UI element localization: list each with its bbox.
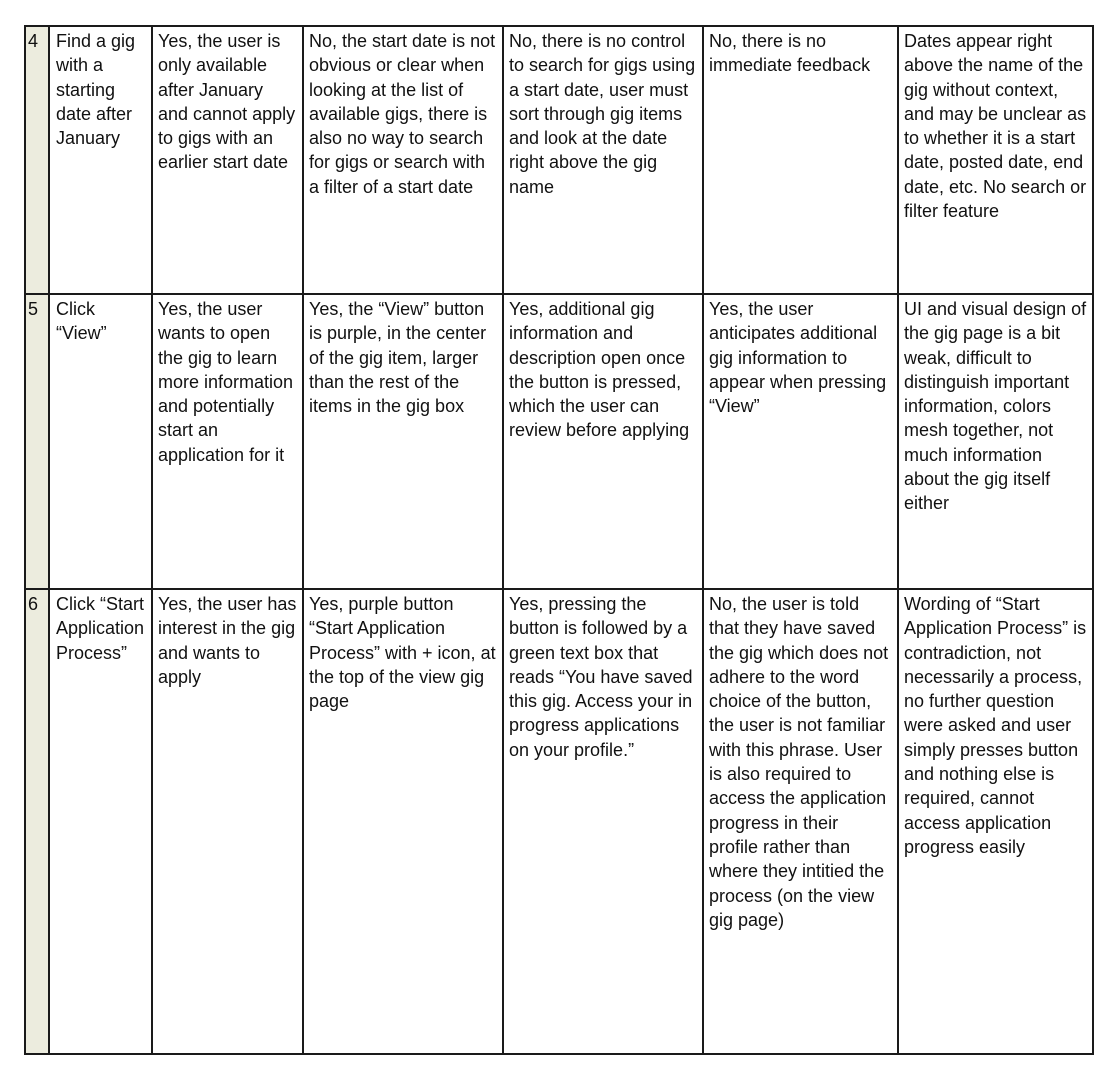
notes-cell: UI and visual design of the gig page is a bit weak, difficult to distinguish important information, colors mesh together, not much information about the gig itself either bbox=[898, 294, 1093, 589]
feedback-answer: No, there is no immediate feedback bbox=[703, 26, 898, 294]
table-row bbox=[25, 589, 1093, 1054]
action-visibility-answer: Yes, the “View” button is purple, in the center of the gig item, larger than the rest of the items in the gig box bbox=[303, 294, 503, 589]
walkthrough-table-container bbox=[24, 25, 1094, 1055]
step-number: 6 bbox=[25, 589, 49, 1054]
action-association-answer: Yes, additional gig information and description open once the button is pressed, which the user can review before applying bbox=[503, 294, 703, 589]
task-description: Click “Start Application Process” bbox=[49, 589, 152, 1054]
action-association-answer: No, there is no control to search for gigs using a start date, user must sort through gig items and look at the date right above the gig name bbox=[503, 26, 703, 294]
action-visibility-answer: No, the start date is not obvious or clear when looking at the list of available gigs, there is also no way to search for gigs or search with a filter of a start date bbox=[303, 26, 503, 294]
action-association-answer: Yes, pressing the button is followed by a green text box that reads “You have saved this gig. Access your in progress applications on your profile.” bbox=[503, 589, 703, 1054]
task-description: Click “View” bbox=[49, 294, 152, 589]
table-row bbox=[25, 26, 1093, 294]
action-visibility-answer: Yes, purple button “Start Application Process” with + icon, at the top of the view gig page bbox=[303, 589, 503, 1054]
task-description: Find a gig with a starting date after January bbox=[49, 26, 152, 294]
step-number: 5 bbox=[25, 294, 49, 589]
notes-cell: Wording of “Start Application Process” is contradiction, not necessarily a process, no further question were asked and user simply presses button and nothing else is required, cannot access application progress easily bbox=[898, 589, 1093, 1054]
table-row bbox=[25, 294, 1093, 589]
feedback-answer: Yes, the user anticipates additional gig information to appear when pressing “View” bbox=[703, 294, 898, 589]
feedback-answer: No, the user is told that they have saved the gig which does not adhere to the word choice of the button, the user is not familiar with this phrase. User is also required to access the application progress in their profile rather than where they intitied the process (on the view gig page) bbox=[703, 589, 898, 1054]
goal-answer: Yes, the user is only available after January and cannot apply to gigs with an earlier start date bbox=[152, 26, 303, 294]
cognitive-walkthrough-table bbox=[24, 25, 1094, 1055]
goal-answer: Yes, the user has interest in the gig and wants to apply bbox=[152, 589, 303, 1054]
step-number: 4 bbox=[25, 26, 49, 294]
notes-cell: Dates appear right above the name of the gig without context, and may be unclear as to whether it is a start date, posted date, end date, etc. No search or filter feature bbox=[898, 26, 1093, 294]
goal-answer: Yes, the user wants to open the gig to learn more information and potentially start an application for it bbox=[152, 294, 303, 589]
